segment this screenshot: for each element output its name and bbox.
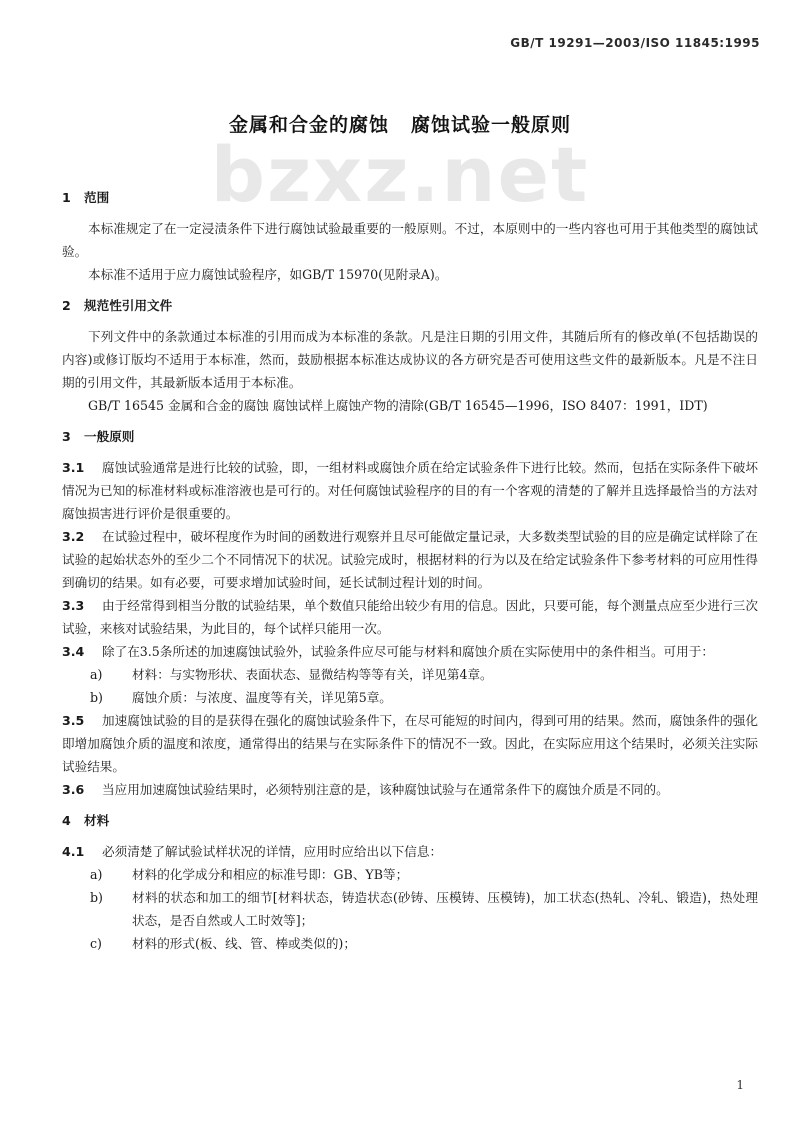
clause-text: 当应用加速腐蚀试验结果时，必须特别注意的是，该种腐蚀试验与在通常条件下的腐蚀介质是不同的。 [102,782,669,797]
clause-text: 加速腐蚀试验的目的是获得在强化的腐蚀试验条件下，在尽可能短的时间内，得到可用的结果。然而，腐蚀条件的强化即增加腐蚀介质的温度和浓度，通常得出的结果与在实际条件下的情况不一致。因此，在实际应用这个结果时，必须关注实际试验结果。 [62,713,758,774]
section-heading [62,809,758,832]
clause-text: 在试验过程中，破坏程度作为时间的函数进行观察并且尽可能做定量记录，大多数类型试验的目的应是确定试样除了在试验的起始状态外的至少二个不同情况下的状况。试验完成时，根据材料的行为以及在给定试验条件下参考材料的可应用性得到确切的结果。如有必要，可要求增加试验时间，延长试制过程计划的时间。 [62,529,758,590]
section-title: 规范性引用文件 [84,298,173,313]
clause-text: 腐蚀试验通常是进行比较的试验，即，一组材料或腐蚀介质在给定试验条件下进行比较。然而，包括在实际条件下破坏情况为已知的标准材料或标准溶液也是可行的。对任何腐蚀试验程序的目的有一个客观的清楚的了解并且选择最恰当的方法对腐蚀损害进行评价是很重要的。 [62,460,758,521]
clause-number: 3.4 [62,644,85,659]
clause-text: 除了在3.5条所述的加速腐蚀试验外，试验条件应尽可能与材料和腐蚀介质在实际使用中的条件相当。可用于： [102,644,714,659]
list-item-text: 材料的化学成分和相应的标准号即：GB、YB等； [132,867,409,882]
section-title: 一般原则 [84,429,135,444]
section-title: 材料 [84,813,110,828]
list-item-text: 材料的形式(板、线、管、棒或类似的)； [132,936,356,951]
watermark: bzxz.net [210,130,590,219]
list-item-label: c) [90,936,102,951]
list-item-text: 腐蚀介质：与浓度、温度等有关，详见第5章。 [132,690,392,705]
paragraph: 本标准规定了在一定浸渍条件下进行腐蚀试验最重要的一般原则。不过，本原则中的一些内容也可用于其他类型的腐蚀试验。 [62,221,758,259]
page-number: 1 [736,1078,744,1092]
clause-number: 3.5 [62,713,85,728]
paragraph: 下列文件中的条款通过本标准的引用而成为本标准的条款。凡是注日期的引用文件，其随后所有的修改单(不包括勘误的内容)或修订版均不适用于本标准，然而，鼓励根据本标准达成协议的各方研究是否可使用这些文件的最新版本。凡是不注日期的引用文件，其最新版本适用于本标准。 [62,329,758,390]
list-item-label: a) [90,867,103,882]
list-item [90,932,758,955]
title-left: 金属和合金的腐蚀 [228,114,389,136]
clause [62,709,758,778]
document-body [62,178,758,955]
list-item-label: a) [90,667,103,682]
standard-code-header: GB/T 19291—2003/ISO 11845:1995 [510,36,760,50]
clause-text: 由于经常得到相当分散的试验结果，单个数值只能给出较少有用的信息。因此，只要可能，每个测量点应至少进行三次试验，来核对试验结果，为此目的，每个试样只能用一次。 [62,598,758,636]
section-heading [62,425,758,448]
clause-number: 4.1 [62,844,85,859]
section-heading [62,294,758,317]
list-item [90,663,758,686]
clause [62,840,758,863]
section-heading [62,186,758,209]
section-number: 2 [62,298,71,313]
clause-number: 3.2 [62,529,85,544]
clause-number: 3.1 [62,460,85,475]
list-item [90,686,758,709]
section-number: 3 [62,429,71,444]
list-item-text: 材料的状态和加工的细节[材料状态，铸造状态(砂铸、压模铸、压模铸)，加工状态(热轧、冷轧、锻造)，热处理状态，是否自然或人工时效等]； [132,890,758,928]
section-title: 范围 [84,190,110,205]
list-item-text: 材料：与实物形状、表面状态、显微结构等等有关，详见第4章。 [132,667,493,682]
clause-text: 必须清楚了解试验试样状况的详情，应用时应给出以下信息： [102,844,443,859]
paragraph: 本标准不适用于应力腐蚀试验程序，如GB/T 15970(见附录A)。 [88,267,448,282]
paragraph: GB/T 16545 金属和合金的腐蚀 腐蚀试样上腐蚀产物的清除(GB/T 16545—1996，ISO 8407：1991，IDT) [88,398,708,413]
list-item [90,863,758,886]
list-item-label: b) [90,890,103,905]
section-number: 1 [62,190,71,205]
clause [62,525,758,594]
clause [62,778,758,801]
section-number: 4 [62,813,71,828]
clause-number: 3.3 [62,598,85,613]
document-title [0,110,800,137]
clause [62,456,758,525]
title-right: 腐蚀试验一般原则 [411,114,572,136]
list-item-label: b) [90,690,103,705]
clause-number: 3.6 [62,782,85,797]
clause [62,640,758,663]
clause [62,594,758,640]
list-item [90,886,758,932]
